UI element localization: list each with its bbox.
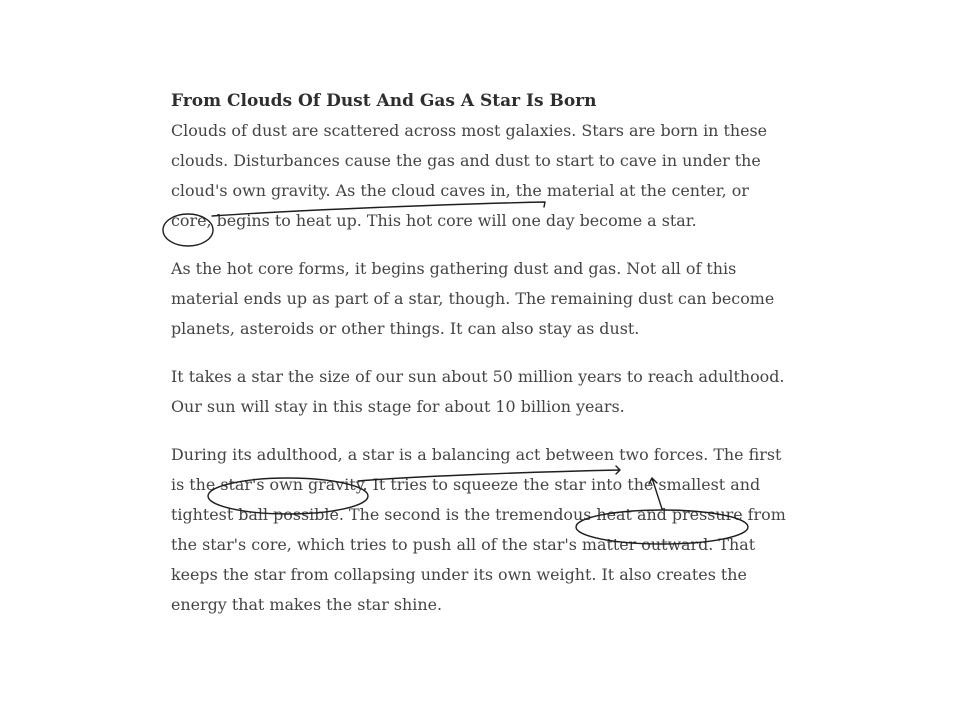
paragraph-line: tightest ball possible. The second is the tremendous heat and pressure from [171, 505, 786, 524]
paragraph-1 [171, 116, 811, 236]
paragraph-line: the star's core, which tries to push all of the star's matter outward. That [171, 535, 756, 554]
paragraph-line: material ends up as part of a star, though. The remaining dust can become [171, 289, 775, 308]
paragraph-line: Clouds of dust are scattered across most galaxies. Stars are born in these [171, 121, 768, 140]
paragraph-2 [171, 254, 811, 344]
paragraph-line: core, begins to heat up. This hot core will one day become a star. [171, 211, 697, 230]
paragraph-line: clouds. Disturbances cause the gas and dust to start to cave in under the [171, 151, 761, 170]
paragraph-line: is the star's own gravity. It tries to squeeze the star into the smallest and [171, 475, 761, 494]
paragraph-3 [171, 362, 811, 422]
paragraph-line: During its adulthood, a star is a balancing act between two forces. The first [171, 445, 782, 464]
paragraph-line: Our sun will stay in this stage for about 10 billion years. [171, 397, 625, 416]
paragraph-line: planets, asteroids or other things. It can also stay as dust. [171, 319, 640, 338]
paragraph-line: keeps the star from collapsing under its own weight. It also creates the [171, 565, 747, 584]
paragraph-line: energy that makes the star shine. [171, 595, 443, 614]
paragraph-line: cloud's own gravity. As the cloud caves in, the material at the center, or [171, 181, 749, 200]
article-title: From Clouds Of Dust And Gas A Star Is Born [171, 91, 597, 111]
paragraph-4 [171, 440, 811, 620]
paragraph-line: It takes a star the size of our sun about 50 million years to reach adulthood. [171, 367, 785, 386]
paragraph-line: As the hot core forms, it begins gathering dust and gas. Not all of this [171, 259, 737, 278]
article [171, 88, 811, 638]
